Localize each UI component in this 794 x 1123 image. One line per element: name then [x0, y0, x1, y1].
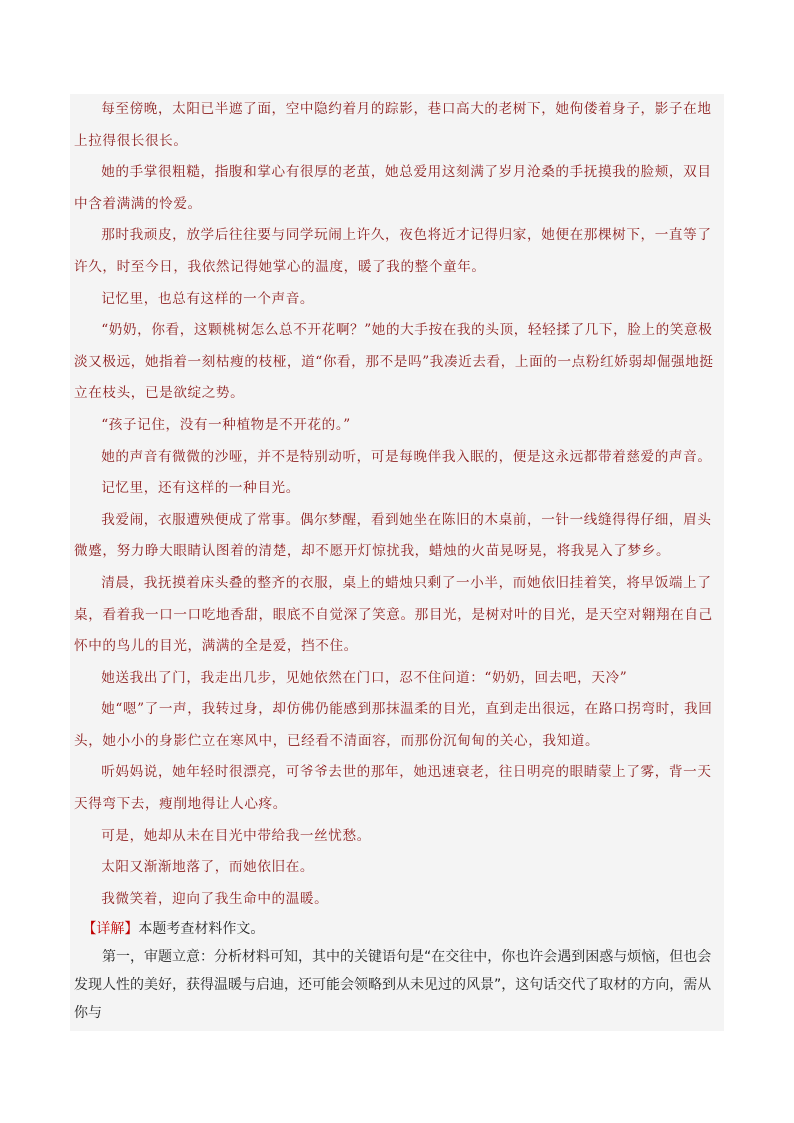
essay-paragraph: 那时我顽皮，放学后往往要与同学玩闹上许久，夜色将近才记得归家，她便在那棵树下，一直等了许久，时至今日，我依然记得她掌心的温度，暖了我的整个童年。 [74, 227, 712, 275]
essay-paragraph: 她的声音有微微的沙哑，并不是特别动听，可是每晚伴我入眠的，便是这永远都带着慈爱的声音。 [101, 448, 712, 465]
essay-paragraph: 她“嗯”了一声，我转过身，却仿佛仍能感到那抹温柔的目光，直到走出很远，在路口拐弯时，我回头，她小小的身影伫立在寒风中，已经看不清面容，而那份沉甸甸的关心，我知道。 [74, 701, 713, 749]
essay-paragraph: 清晨，我抚摸着床头叠的整齐的衣服，桌上的蜡烛只剩了一小半，而她依旧挂着笑，将早饭端上了桌，看着我一口一口吃地香甜，眼底不自觉深了笑意。那目光，是树对叶的目光，是天空对翱翔在自己怀中的鸟儿的目光，满满的全是爱，挡不住。 [74, 574, 713, 655]
essay-paragraph: 可是，她却从未在目光中带给我一丝忧愁。 [101, 827, 371, 844]
essay-paragraph: 她的手掌很粗糙，指腹和掌心有很厚的老茧，她总爱用这刻满了岁月沧桑的手抚摸我的脸颊，双目中含着满满的怜爱。 [74, 164, 712, 212]
essay-paragraph: 记忆里，还有这样的一种目光。 [101, 480, 300, 497]
essay-paragraph: 我微笑着，迎向了我生命中的温暖。 [101, 890, 329, 907]
essay-paragraph: 太阳又渐渐地落了，而她依旧在。 [101, 859, 315, 876]
essay-paragraph: 听妈妈说，她年轻时很漂亮，可爷爷去世的那年，她迅速衰老，往日明亮的眼睛蒙上了雾，背一天天得弯下去，瘦削地得让人心疼。 [74, 764, 712, 813]
essay-paragraph: 每至傍晚，太阳已半遮了面，空中隐约着月的踪影，巷口高大的老树下，她佝偻着身子，影子在地上拉得很长很长。 [74, 101, 712, 149]
analysis-section [70, 915, 724, 1031]
essay-paragraph: “奶奶，你看，这颗桃树怎么总不开花啊？”她的大手按在我的头顶，轻轻揉了几下，脸上的笑意极淡又极远，她指着一刻枯瘦的枝桠，道“你看，那不是吗”我凑近去看，上面的一点粉红娇弱却倔强地挺立在枝头，已是欲绽之势。 [74, 322, 714, 402]
detail-text: 本题考查材料作文。 [138, 921, 265, 938]
essay-paragraph: “孩子记住，没有一种植物是不开花的。” [101, 416, 351, 433]
essay-paragraph: 我爱闹，衣服遭殃便成了常事。偶尔梦醒，看到她坐在陈旧的木桌前，一针一线缝得得仔细，眉头微蹙，努力睁大眼睛认图着的清楚，却不愿开灯惊扰我，蜡烛的火苗晃呀晃，将我晃入了梦乡。 [74, 511, 712, 560]
analysis-paragraph: 第一，审题立意：分析材料可知，其中的关键语句是“在交往中，你也许会遇到困惑与烦恼，但也会发现人性的美好，获得温暖与启迪，还可能会领略到从未见过的风景”，这句话交代了取材的方向，需从你与 [74, 949, 712, 1022]
detail-bracket-label: 【详解】 [82, 921, 139, 938]
essay-section [70, 94, 724, 915]
essay-paragraph: 她送我出了门，我走出几步，见她依然在门口，忍不住问道：“奶奶，回去吧，天冷” [101, 669, 628, 686]
page-content [70, 94, 724, 1031]
essay-paragraph: 记忆里，也总有这样的一个声音。 [101, 290, 315, 307]
detail-heading [74, 915, 720, 943]
